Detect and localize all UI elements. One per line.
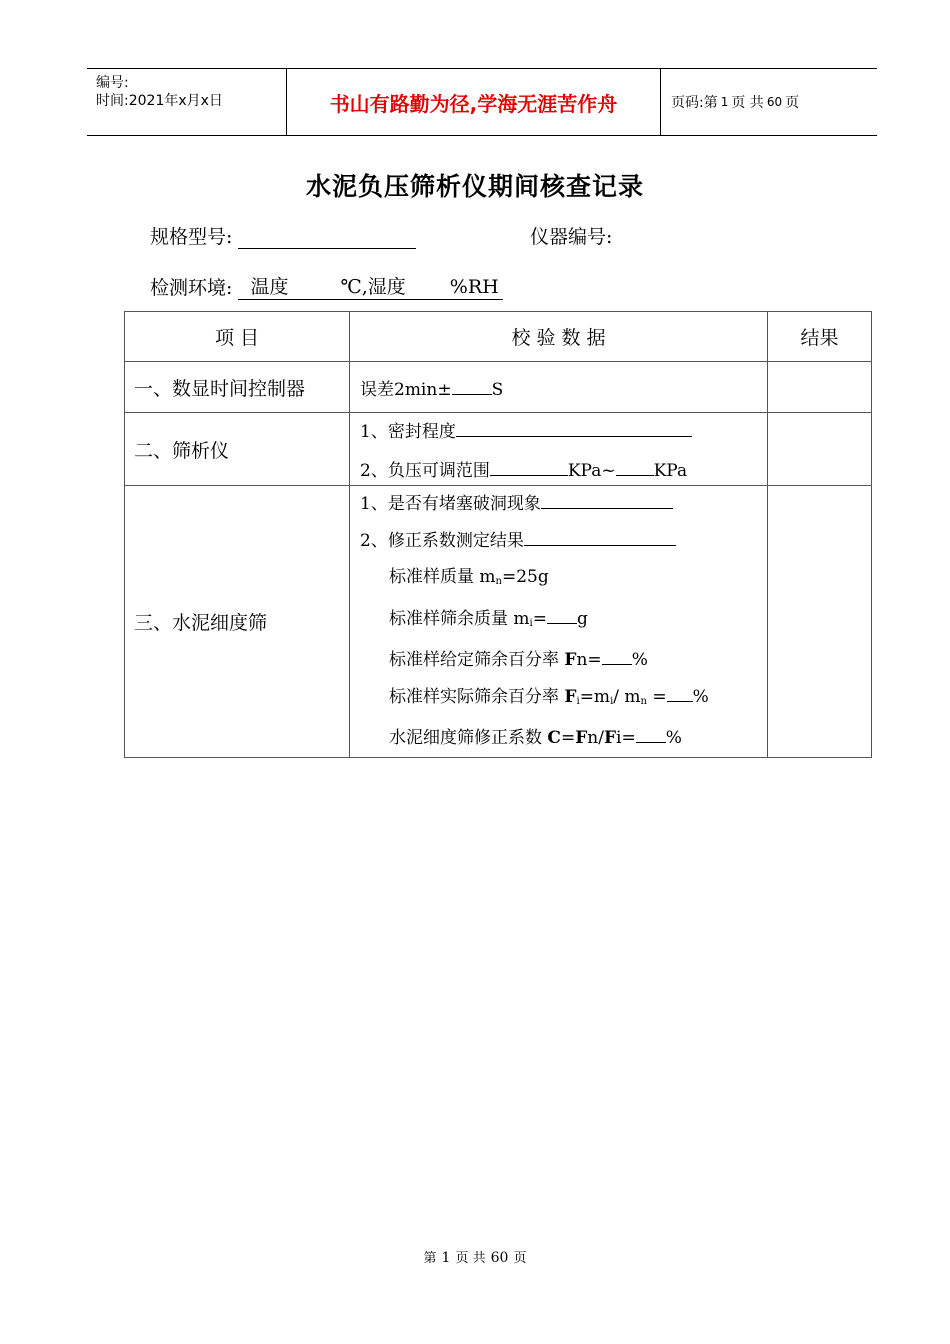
clog-label: 1、是否有堵塞破洞现象 xyxy=(360,494,541,514)
sub-i: i xyxy=(576,695,580,707)
residue-mass-blank[interactable] xyxy=(547,607,577,624)
seal-label: 1、密封程度 xyxy=(360,422,456,442)
footer-suffix: 页 xyxy=(513,1251,527,1266)
page-suffix: 页 xyxy=(785,95,800,111)
pressure-min-blank[interactable] xyxy=(490,459,568,476)
data-cell xyxy=(350,486,768,758)
pressure-unit-1: KPa~ xyxy=(567,461,616,481)
given-residue-label: 标准样给定筛余百分率 xyxy=(389,650,565,670)
model-label: 规格型号: xyxy=(150,226,233,248)
data-cell xyxy=(350,362,768,413)
data-cell xyxy=(350,413,768,486)
correction-coef-label: 水泥细度筛修正系数 xyxy=(389,728,548,748)
footer-mid: 页 共 xyxy=(455,1251,486,1266)
header-result: 结果 xyxy=(768,312,872,362)
environment-row xyxy=(150,272,503,300)
page-mid: 页 共 xyxy=(731,95,764,111)
table-row xyxy=(125,486,872,758)
timer-error-blank[interactable] xyxy=(452,378,492,395)
equals: = xyxy=(560,728,576,748)
temp-label: 温度 xyxy=(250,276,289,298)
timer-error-label: 误差2min± xyxy=(360,379,452,400)
correction-result-label: 2、修正系数测定结果 xyxy=(360,530,524,551)
symbol-f: F xyxy=(575,728,588,748)
header-left-cell xyxy=(87,69,287,135)
instrument-label: 仪器编号: xyxy=(530,226,613,248)
residue-mass-label: 标准样筛余质量 m xyxy=(389,608,530,629)
page-header xyxy=(87,68,877,136)
equals: = xyxy=(532,608,547,629)
footer-page-total: 60 xyxy=(490,1250,509,1266)
timer-error-unit: S xyxy=(491,379,504,400)
std-mass-value: =25g xyxy=(501,567,549,587)
page-footer xyxy=(0,1247,950,1266)
table-header-row xyxy=(125,312,872,362)
env-underline[interactable] xyxy=(238,272,502,300)
env-label: 检测环境: xyxy=(150,277,233,299)
n-slash: n/ xyxy=(587,728,604,748)
result-cell[interactable] xyxy=(768,486,872,758)
correction-coef-blank[interactable] xyxy=(636,726,666,743)
record-table xyxy=(124,311,872,758)
result-cell[interactable] xyxy=(768,413,872,486)
temp-unit: ℃,湿度 xyxy=(340,276,406,298)
fn-equals: n= xyxy=(576,650,602,670)
i-equals: i= xyxy=(616,728,636,748)
percent: % xyxy=(631,650,648,670)
percent: % xyxy=(692,686,709,707)
pressure-max-blank[interactable] xyxy=(616,459,654,476)
given-residue-blank[interactable] xyxy=(602,648,632,665)
instrument-row xyxy=(530,222,612,249)
actual-residue-label: 标准样实际筛余百分率 xyxy=(389,686,565,707)
header-item: 项 目 xyxy=(125,312,350,362)
header-page-info xyxy=(661,69,877,135)
std-mass-label: 标准样质量 m xyxy=(389,567,496,587)
symbol-f: F xyxy=(603,728,617,748)
page-number: 1 xyxy=(720,95,729,109)
result-cell[interactable] xyxy=(768,362,872,413)
sub-n: n xyxy=(640,695,647,707)
table-row xyxy=(125,362,872,413)
seal-blank[interactable] xyxy=(456,420,692,437)
equals-m: =m xyxy=(579,686,611,707)
page-total: 60 xyxy=(766,95,783,109)
humidity-unit: %RH xyxy=(449,276,499,298)
header-motto: 书山有路勤为径,学海无涯苦作舟 xyxy=(287,69,661,135)
sub-i: i xyxy=(529,617,533,629)
code-label: 编号: xyxy=(96,75,129,91)
model-row xyxy=(150,222,416,249)
item-sieve-analyzer: 二、筛析仪 xyxy=(125,413,350,486)
percent: % xyxy=(665,728,682,748)
pressure-range-label: 2、负压可调范围 xyxy=(360,461,490,481)
divide-m: / m xyxy=(613,686,641,707)
unit-g: g xyxy=(576,608,588,629)
symbol-c: C xyxy=(547,728,561,748)
time-label: 时间:2021年x月x日 xyxy=(96,93,223,109)
actual-residue-blank[interactable] xyxy=(667,685,693,702)
clog-blank[interactable] xyxy=(541,492,673,509)
equals: = xyxy=(646,686,667,707)
header-data: 校 验 数 据 xyxy=(350,312,768,362)
item-fineness-sieve: 三、水泥细度筛 xyxy=(125,486,350,758)
sub-i: i xyxy=(610,695,614,707)
model-blank[interactable] xyxy=(238,226,416,249)
pressure-unit-2: KPa xyxy=(653,461,688,481)
page-prefix: 页码:第 xyxy=(671,95,718,111)
footer-prefix: 第 xyxy=(423,1251,437,1266)
symbol-f: F xyxy=(564,686,577,707)
sub-n: n xyxy=(495,576,502,587)
footer-page-number: 1 xyxy=(441,1250,451,1266)
document-title: 水泥负压筛析仪期间核查记录 xyxy=(305,172,644,201)
item-timer-controller: 一、数显时间控制器 xyxy=(125,362,350,413)
symbol-f: F xyxy=(564,650,577,670)
table-row xyxy=(125,413,872,486)
correction-result-blank[interactable] xyxy=(524,529,676,546)
